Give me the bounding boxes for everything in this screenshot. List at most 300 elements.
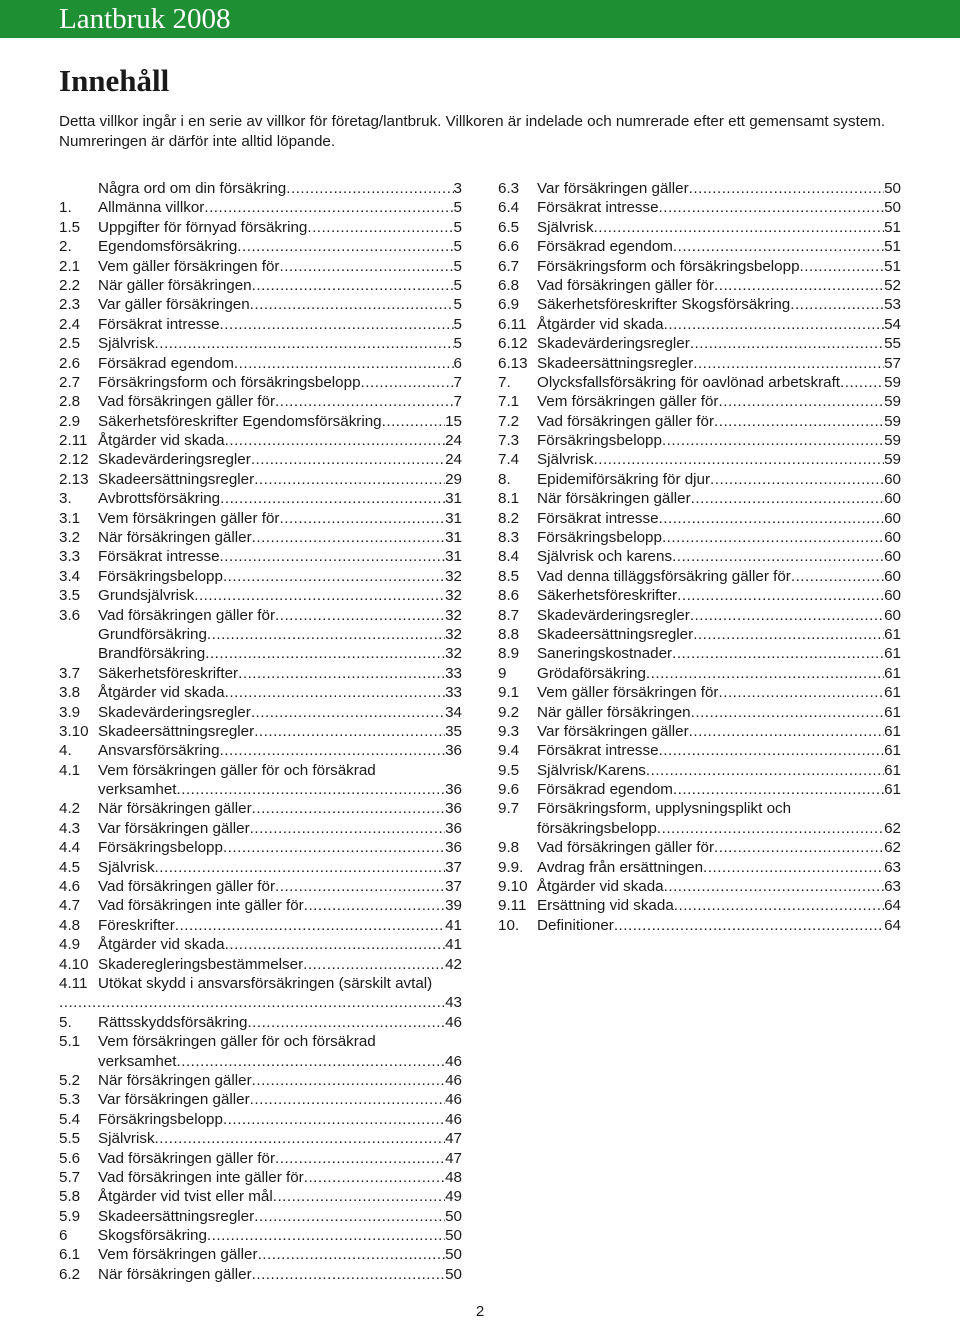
toc-entry (498, 412, 901, 431)
toc-leader-dots (237, 237, 453, 256)
toc-entry-page: 5 (453, 296, 462, 314)
toc-entry-title: Självrisk (98, 1130, 155, 1148)
toc-entry-title: När försäkringen gäller (98, 1265, 252, 1283)
toc-leader-dots (690, 606, 884, 625)
toc-entry-page: 60 (884, 529, 901, 547)
toc-leader-dots (280, 257, 454, 276)
toc-entry-page: 60 (884, 470, 901, 488)
toc-entry-page: 36 (445, 839, 462, 857)
toc-entry-number: 5.7 (59, 1168, 81, 1186)
toc-entry-number: 6.3 (498, 179, 520, 197)
toc-leader-dots (251, 703, 445, 722)
toc-entry (59, 295, 462, 314)
toc-leader-dots (234, 354, 454, 373)
toc-entry-title: Vad försäkringen gäller för (537, 839, 714, 857)
toc-entry-page: 5 (453, 257, 462, 275)
toc-leader-dots (223, 1110, 445, 1129)
toc-entry-title: Utökat skydd i ansvarsförsäkringen (särskilt avtal) (98, 975, 433, 992)
toc-entry-page: 55 (884, 335, 901, 353)
toc-entry-number: 2. (59, 238, 72, 256)
toc-entry-title: Försäkrad egendom (537, 781, 673, 799)
toc-entry (59, 916, 462, 935)
toc-leader-dots (673, 237, 884, 256)
toc-entry-title: Skadeersättningsregler (537, 625, 694, 643)
toc-entry-number: 2.2 (59, 276, 81, 294)
toc-entry-number: 4.5 (59, 858, 81, 876)
toc-entry-page: 60 (884, 490, 901, 508)
toc-entry (498, 780, 901, 799)
banner-title: Lantbruk 2008 (59, 3, 231, 35)
toc-entry (59, 1129, 462, 1148)
toc-entry-title: verksamhet (98, 1052, 177, 1070)
toc-entry-page: 39 (445, 897, 462, 915)
toc-entry-page: 5 (453, 315, 462, 333)
toc-entry-page: 35 (445, 722, 462, 740)
toc-entry (498, 354, 901, 373)
toc-entry-page: 41 (445, 936, 462, 954)
toc-entry (59, 392, 462, 411)
toc-leader-dots (614, 916, 884, 935)
toc-entry-number: 7.3 (498, 432, 520, 450)
toc-entry (59, 819, 462, 838)
toc-entry-number: 4.3 (59, 819, 81, 837)
toc-entry-page: 32 (445, 567, 462, 585)
toc-entry-page: 61 (884, 761, 901, 779)
toc-entry-page: 53 (884, 296, 901, 314)
toc-entry-page: 48 (445, 1168, 462, 1186)
toc-entry (498, 800, 901, 819)
toc-entry-number: 5.6 (59, 1149, 81, 1167)
toc-entry-page: 61 (884, 742, 901, 760)
toc-entry (498, 741, 901, 760)
toc-entry-title: Vem försäkringen gäller för och försäkrad (98, 761, 376, 779)
toc-leader-dots (646, 761, 884, 780)
toc-entry-number: 9.8 (498, 839, 520, 857)
toc-entry (59, 354, 462, 373)
toc-entry-number: 4. (59, 742, 72, 760)
toc-leader-dots (275, 1149, 445, 1168)
toc-entry-page: 61 (884, 703, 901, 721)
page-title: Innehåll (59, 63, 170, 98)
toc-leader-dots (273, 1187, 445, 1206)
toc-leader-dots (177, 780, 446, 799)
toc-leader-dots (304, 1168, 445, 1187)
toc-entry-page: 57 (884, 354, 901, 372)
toc-entry-number: 3.1 (59, 509, 81, 527)
toc-entry-title: Vem gäller försäkringen för (537, 684, 719, 702)
toc-entry-page: 50 (445, 1265, 462, 1283)
toc-leader-dots (252, 799, 445, 818)
toc-entry-title: Skadevärderingsregler (537, 335, 690, 353)
toc-entry (59, 1149, 462, 1168)
toc-entry-page: 36 (445, 819, 462, 837)
toc-entry-title: Försäkringsbelopp (98, 1110, 223, 1128)
toc-entry (59, 780, 462, 799)
toc-entry (59, 1207, 462, 1226)
toc-entry (498, 470, 901, 489)
toc-entry-title: Brandförsäkring (98, 645, 206, 663)
toc-entry-page: 33 (445, 684, 462, 702)
toc-entry-number: 9.9. (498, 858, 524, 876)
toc-entry (59, 567, 462, 586)
toc-entry-number: 5.4 (59, 1110, 81, 1128)
toc-entry (59, 1187, 462, 1206)
toc-entry-page: 5 (453, 199, 462, 217)
toc-entry (498, 315, 901, 334)
toc-entry-title: Försäkringsbelopp (537, 529, 662, 547)
toc-leader-dots (662, 528, 884, 547)
toc-entry-title: När försäkringen gäller (98, 800, 252, 818)
toc-leader-dots (657, 819, 884, 838)
toc-entry-number: 6.5 (498, 218, 520, 236)
toc-entry (59, 800, 462, 819)
toc-entry-page: 59 (884, 373, 901, 391)
toc-leader-dots (220, 489, 445, 508)
toc-entry-number: 3.10 (59, 722, 89, 740)
toc-entry-page: 50 (884, 179, 901, 197)
toc-entry (59, 198, 462, 217)
toc-entry-title: Försäkringsbelopp (98, 839, 223, 857)
toc-entry-page: 32 (445, 606, 462, 624)
toc-leader-dots (225, 683, 445, 702)
toc-entry-page: 5 (453, 335, 462, 353)
toc-entry-page: 5 (453, 276, 462, 294)
toc-entry-title: Vad försäkringen gäller för (98, 606, 275, 624)
toc-leader-dots (791, 567, 884, 586)
toc-entry-title: Försäkrat intresse (98, 548, 220, 566)
toc-entry-number: 5.2 (59, 1071, 81, 1089)
toc-right-column (498, 179, 901, 935)
toc-entry (498, 567, 901, 586)
toc-entry-title: Ansvarsförsäkring (98, 742, 220, 760)
toc-entry (59, 257, 462, 276)
toc-entry-number: 6.4 (498, 199, 520, 217)
toc-entry-page: 59 (884, 432, 901, 450)
toc-entry-number: 7. (498, 373, 511, 391)
toc-entry-title: När gäller försäkringen (98, 276, 252, 294)
header-banner (0, 0, 960, 38)
toc-entry-number: 6.1 (59, 1246, 81, 1264)
toc-entry-title: Ersättning vid skada (537, 897, 674, 915)
toc-leader-dots (252, 1265, 445, 1284)
toc-entry (498, 858, 901, 877)
toc-entry-number: 6.2 (59, 1265, 81, 1283)
toc-entry-title: När försäkringen gäller (537, 490, 691, 508)
toc-leader-dots (714, 412, 884, 431)
toc-entry (59, 1226, 462, 1245)
toc-leader-dots (714, 276, 884, 295)
toc-entry-title: Självrisk och karens (537, 548, 673, 566)
toc-entry-number: 2.3 (59, 296, 81, 314)
toc-leader-dots (175, 916, 445, 935)
toc-entry (59, 1071, 462, 1090)
toc-leader-dots (303, 955, 445, 974)
toc-entry-page: 36 (445, 742, 462, 760)
toc-entry (59, 683, 462, 702)
toc-entry-title: Definitioner (537, 916, 614, 934)
toc-entry-number: 5. (59, 1013, 72, 1031)
toc-entry-title: Vad försäkringen gäller för (98, 1149, 275, 1167)
toc-entry (59, 509, 462, 528)
toc-entry-number: 2.4 (59, 315, 81, 333)
toc-leader-dots (691, 703, 884, 722)
toc-entry-page: 49 (445, 1188, 462, 1206)
toc-leader-dots (673, 780, 884, 799)
toc-leader-dots (307, 218, 453, 237)
toc-entry-page: 32 (445, 645, 462, 663)
toc-entry-number: 2.1 (59, 257, 81, 275)
toc-entry (59, 703, 462, 722)
toc-entry (59, 877, 462, 896)
toc-entry (59, 489, 462, 508)
toc-entry-number: 10. (498, 916, 520, 934)
toc-entry-page: 5 (453, 218, 462, 236)
toc-entry-page: 31 (445, 509, 462, 527)
toc-entry-title: Vad försäkringen inte gäller för (98, 1168, 304, 1186)
toc-leader-dots (689, 722, 884, 741)
toc-entry-number: 6 (59, 1227, 68, 1245)
toc-entry-number: 6.13 (498, 354, 528, 372)
toc-entry-page: 52 (884, 276, 901, 294)
toc-entry-number: 6.11 (498, 315, 527, 333)
toc-entry-page: 3 (453, 179, 462, 197)
toc-entry (59, 1052, 462, 1071)
toc-leader-dots (254, 470, 445, 489)
toc-entry-number: 9.4 (498, 742, 520, 760)
toc-leader-dots (275, 877, 445, 896)
toc-entry-title: Åtgärder vid skada (98, 684, 225, 702)
toc-leader-dots (250, 295, 454, 314)
toc-entry-page: 61 (884, 645, 901, 663)
toc-leader-dots (223, 838, 445, 857)
toc-entry-title: Avbrottsförsäkring (98, 490, 221, 508)
toc-entry (59, 179, 462, 198)
toc-entry (498, 664, 901, 683)
toc-leader-dots (594, 218, 885, 237)
toc-leader-dots (719, 392, 885, 411)
toc-leader-dots (689, 179, 884, 198)
toc-entry-page: 43 (445, 994, 462, 1012)
toc-leader-dots (252, 528, 445, 547)
toc-leader-dots (225, 431, 445, 450)
toc-entry (498, 683, 901, 702)
toc-entry-page: 60 (884, 548, 901, 566)
toc-entry-page: 24 (445, 432, 462, 450)
toc-entry-title: Åtgärder vid skada (98, 432, 225, 450)
toc-entry-number: 8.6 (498, 587, 520, 605)
toc-entry (498, 450, 901, 469)
toc-entry-number: 3.7 (59, 664, 81, 682)
toc-leader-dots (155, 1129, 446, 1148)
toc-entry-page: 61 (884, 781, 901, 799)
toc-entry-title: Försäkringsbelopp (537, 432, 662, 450)
toc-entry-title: Egendomsförsäkring (98, 238, 238, 256)
toc-entry-page: 46 (445, 1013, 462, 1031)
toc-entry (498, 819, 901, 838)
toc-entry (498, 179, 901, 198)
toc-entry-number: 2.5 (59, 335, 81, 353)
toc-entry-title: Självrisk (537, 218, 594, 236)
toc-entry-number: 9.2 (498, 703, 520, 721)
toc-leader-dots (177, 1052, 446, 1071)
toc-leader-dots (659, 509, 885, 528)
toc-entry-number: 8. (498, 470, 511, 488)
toc-leader-dots (719, 683, 885, 702)
toc-entry-title: Självrisk/Karens (537, 761, 646, 779)
toc-entry (59, 664, 462, 683)
toc-entry-title: Vad denna tilläggsförsäkring gäller för (537, 567, 791, 585)
toc-entry-title: Skadevärderingsregler (98, 451, 251, 469)
toc-leader-dots (220, 315, 454, 334)
toc-entry-number: 4.1 (59, 761, 81, 779)
toc-entry-page: 46 (445, 1091, 462, 1109)
toc-entry-title: Försäkrad egendom (537, 238, 673, 256)
toc-entry-page: 31 (445, 490, 462, 508)
toc-entry-title: Försäkrat intresse (537, 199, 659, 217)
toc-entry (498, 509, 901, 528)
toc-entry-number: 6.7 (498, 257, 520, 275)
toc-entry-title: Allmänna villkor (98, 199, 205, 217)
toc-leader-dots (258, 1245, 446, 1264)
toc-entry-page: 59 (884, 451, 901, 469)
toc-entry-page: 51 (884, 218, 901, 236)
toc-entry-number: 2.13 (59, 470, 89, 488)
toc-leader-dots (155, 334, 454, 353)
toc-entry-number: 8.4 (498, 548, 520, 566)
toc-entry-title: Vad försäkringen gäller för (98, 878, 275, 896)
toc-entry-number: 4.8 (59, 916, 81, 934)
toc-entry-title: Var försäkringen gäller (98, 819, 250, 837)
toc-entry (59, 761, 462, 780)
toc-entry-page: 63 (884, 878, 901, 896)
toc-leader-dots (204, 198, 453, 217)
toc-entry-title: Säkerhetsföreskrifter Skogsförsäkring (537, 296, 791, 314)
toc-entry-number: 9.7 (498, 800, 520, 818)
toc-entry-page: 59 (884, 393, 901, 411)
toc-leader-dots (223, 567, 445, 586)
toc-entry-page: 46 (445, 1110, 462, 1128)
toc-leader-dots (254, 722, 445, 741)
toc-entry-title: Var försäkringen gäller (537, 179, 689, 197)
toc-entry (59, 625, 462, 644)
toc-leader-dots (361, 373, 454, 392)
toc-leader-dots (194, 586, 445, 605)
toc-entry (59, 955, 462, 974)
toc-entry-number: 3.8 (59, 684, 81, 702)
toc-entry-number: 7.2 (498, 412, 520, 430)
toc-leader-dots (59, 993, 445, 1012)
toc-entry (498, 838, 901, 857)
toc-entry-page: 41 (445, 916, 462, 934)
toc-entry-title: Saneringskostnader (537, 645, 673, 663)
toc-entry-number: 2.7 (59, 373, 81, 391)
toc-entry-number: 7.4 (498, 451, 520, 469)
toc-entry-title: Försäkrad egendom (98, 354, 234, 372)
toc-entry-title: Skadevärderingsregler (98, 703, 251, 721)
toc-entry (498, 198, 901, 217)
toc-entry-number: 4.6 (59, 878, 81, 896)
toc-entry-title: Säkerhetsföreskrifter (537, 587, 678, 605)
toc-entry-title: verksamhet (98, 781, 177, 799)
toc-leader-dots (252, 276, 454, 295)
toc-entry-title: försäkringsbelopp (537, 819, 657, 837)
toc-leader-dots (594, 450, 885, 469)
toc-entry-page: 36 (445, 781, 462, 799)
toc-entry (498, 392, 901, 411)
toc-leader-dots (664, 877, 884, 896)
toc-entry-title: Självrisk (98, 858, 155, 876)
toc-entry-title: Uppgifter för förnyad försäkring (98, 218, 308, 236)
intro-paragraph: Detta villkor ingår i en serie av villkor för företag/lantbruk. Villkoren är indelade och numrerade efter ett gemensamt system. Numreringen är därför inte alltid löpande. (59, 113, 886, 150)
toc-leader-dots (251, 450, 445, 469)
toc-entry-page: 64 (884, 916, 901, 934)
toc-entry (59, 334, 462, 353)
toc-entry-title: Försäkrat intresse (537, 509, 659, 527)
toc-entry (59, 586, 462, 605)
toc-entry-page: 34 (445, 703, 462, 721)
toc-entry (59, 276, 462, 295)
toc-entry-number: 4.2 (59, 800, 81, 818)
toc-entry-title: Självrisk (98, 335, 155, 353)
toc-leader-dots (710, 470, 884, 489)
toc-entry-title: Avdrag från ersättningen (537, 858, 704, 876)
toc-leader-dots (646, 664, 884, 683)
toc-entry-number: 9.10 (498, 878, 528, 896)
toc-entry (59, 412, 462, 431)
toc-entry (59, 606, 462, 625)
toc-entry-title: Vem försäkringen gäller för och försäkrad (98, 1033, 376, 1051)
toc-leader-dots (659, 198, 885, 217)
toc-entry-number: 2.6 (59, 354, 81, 372)
toc-entry (498, 334, 901, 353)
toc-entry-number: 7.1 (498, 393, 520, 411)
toc-entry-number: 4.9 (59, 936, 81, 954)
toc-leader-dots (674, 896, 884, 915)
toc-entry-page: 60 (884, 567, 901, 585)
toc-entry-number: 8.5 (498, 567, 520, 585)
toc-entry-title: Skaderegleringsbestämmelser (98, 955, 304, 973)
toc-leader-dots (250, 1090, 445, 1109)
toc-entry-number: 8.1 (498, 490, 520, 508)
toc-entry-number: 1. (59, 199, 72, 217)
toc-leader-dots (275, 392, 454, 411)
toc-entry-page: 46 (445, 1052, 462, 1070)
toc-leader-dots (225, 935, 445, 954)
toc-entry (498, 644, 901, 663)
toc-entry (59, 993, 462, 1012)
toc-entry (59, 722, 462, 741)
toc-entry-number: 8.9 (498, 645, 520, 663)
toc-entry-title: Åtgärder vid skada (537, 878, 664, 896)
toc-entry-title: Skogsförsäkring (98, 1227, 207, 1245)
toc-entry (59, 1245, 462, 1264)
toc-entry-page: 50 (445, 1246, 462, 1264)
toc-entry (498, 489, 901, 508)
toc-entry-number: 6.6 (498, 238, 520, 256)
toc-entry-title: Var gäller försäkringen (98, 296, 250, 314)
toc-leader-dots (677, 586, 884, 605)
toc-entry-page: 61 (884, 684, 901, 702)
toc-entry-title: Åtgärder vid skada (537, 315, 664, 333)
toc-entry-title: När försäkringen gäller (98, 1071, 252, 1089)
toc-entry-number: 3.2 (59, 529, 81, 547)
toc-entry-page: 64 (884, 897, 901, 915)
toc-entry-title: Grödaförsäkring (537, 664, 646, 682)
toc-entry-title: Föreskrifter (98, 916, 175, 934)
toc-entry-number: 2.9 (59, 412, 81, 430)
page-number: 2 (475, 1303, 485, 1320)
toc-entry (59, 896, 462, 915)
